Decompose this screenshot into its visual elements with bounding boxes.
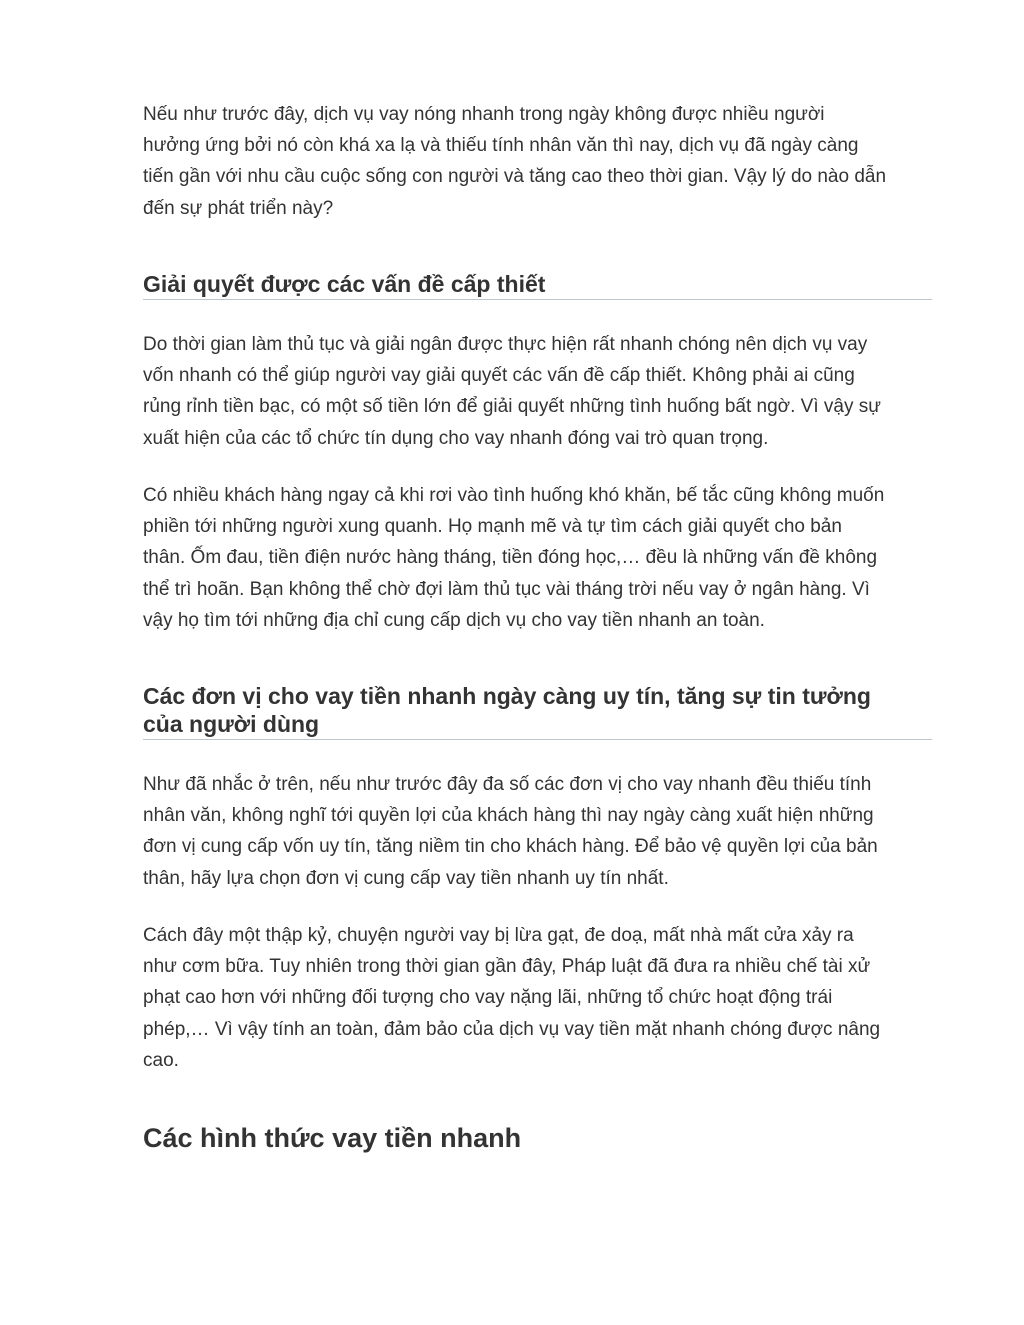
text-line: phép,… Vì vậy tính an toàn, đảm bảo của dịch vụ vay tiền mặt nhanh chóng được nâng <box>143 1018 881 1040</box>
heading-reputable-lenders <box>143 682 932 740</box>
text-line: đến sự phát triển này? <box>143 197 334 219</box>
paragraph-intro <box>143 99 933 224</box>
text-line: xuất hiện của các tổ chức tín dụng cho vay nhanh đóng vai trò quan trọng. <box>143 427 769 449</box>
text-line: rủng rỉnh tiền bạc, có một số tiền lớn để giải quyết những tình huống bất ngờ. Vì vậy sự <box>143 396 881 418</box>
text-line: vốn nhanh có thể giúp người vay giải quyết các vấn đề cấp thiết. Không phải ai cũng <box>143 365 855 387</box>
heading-loan-types: Các hình thức vay tiền nhanh <box>143 1123 522 1153</box>
text-line: phạt cao hơn với những đối tượng cho vay nặng lãi, những tổ chức hoạt động trái <box>143 987 833 1009</box>
text-line: phiền tới những người xung quanh. Họ mạnh mẽ và tự tìm cách giải quyết cho bản <box>143 516 842 538</box>
heading-urgent-issues <box>143 270 932 300</box>
text-line: thân, hãy lựa chọn đơn vị cung cấp vay tiền nhanh uy tín nhất. <box>143 867 669 889</box>
text-line: Nếu như trước đây, dịch vụ vay nóng nhanh trong ngày không được nhiều người <box>143 104 825 125</box>
heading-line: của người dùng <box>143 711 320 737</box>
heading-line: Các đơn vị cho vay tiền nhanh ngày càng uy tín, tăng sự tin tưởng <box>143 683 871 709</box>
text-line: thân. Ốm đau, tiền điện nước hàng tháng, tiền đóng học,… đều là những vấn đề không <box>143 547 878 569</box>
text-line: thể trì hoãn. Bạn không thể chờ đợi làm thủ tục vài tháng trời nếu vay ở ngân hàng. Vì <box>143 578 870 600</box>
paragraph-customers <box>143 480 933 636</box>
paragraph-regulation <box>143 920 933 1076</box>
text-line: Có nhiều khách hàng ngay cả khi rơi vào tình huống khó khăn, bế tắc cũng không muốn <box>143 485 885 506</box>
text-line: hưởng ứng bởi nó còn khá xa lạ và thiếu tính nhân văn thì nay, dịch vụ đã ngày càng <box>143 135 859 157</box>
text-line: tiến gần với nhu cầu cuộc sống con người và tăng cao theo thời gian. Vậy lý do nào dẫn <box>143 166 887 188</box>
text-line: Cách đây một thập kỷ, chuyện người vay bị lừa gạt, đe doạ, mất nhà mất cửa xảy ra <box>143 925 854 946</box>
text-line: vậy họ tìm tới những địa chỉ cung cấp dịch vụ cho vay tiền nhanh an toàn. <box>143 609 765 631</box>
text-line: cao. <box>143 1049 179 1071</box>
text-line: Do thời gian làm thủ tục và giải ngân được thực hiện rất nhanh chóng nên dịch vụ vay <box>143 334 868 355</box>
heading-line: Giải quyết được các vấn đề cấp thiết <box>143 271 546 297</box>
text-line: Như đã nhắc ở trên, nếu như trước đây đa số các đơn vị cho vay nhanh đều thiếu tính <box>143 774 872 795</box>
paragraph-trust <box>143 769 933 894</box>
text-line: nhân văn, không nghĩ tới quyền lợi của khách hàng thì nay ngày càng xuất hiện những <box>143 805 874 827</box>
text-line: như cơm bữa. Tuy nhiên trong thời gian gần đây, Pháp luật đã đưa ra nhiều chế tài xử <box>143 956 871 978</box>
paragraph-fast-disbursement <box>143 329 933 454</box>
text-line: đơn vị cung cấp vốn uy tín, tăng niềm tin cho khách hàng. Để bảo vệ quyền lợi của bản <box>143 836 878 858</box>
